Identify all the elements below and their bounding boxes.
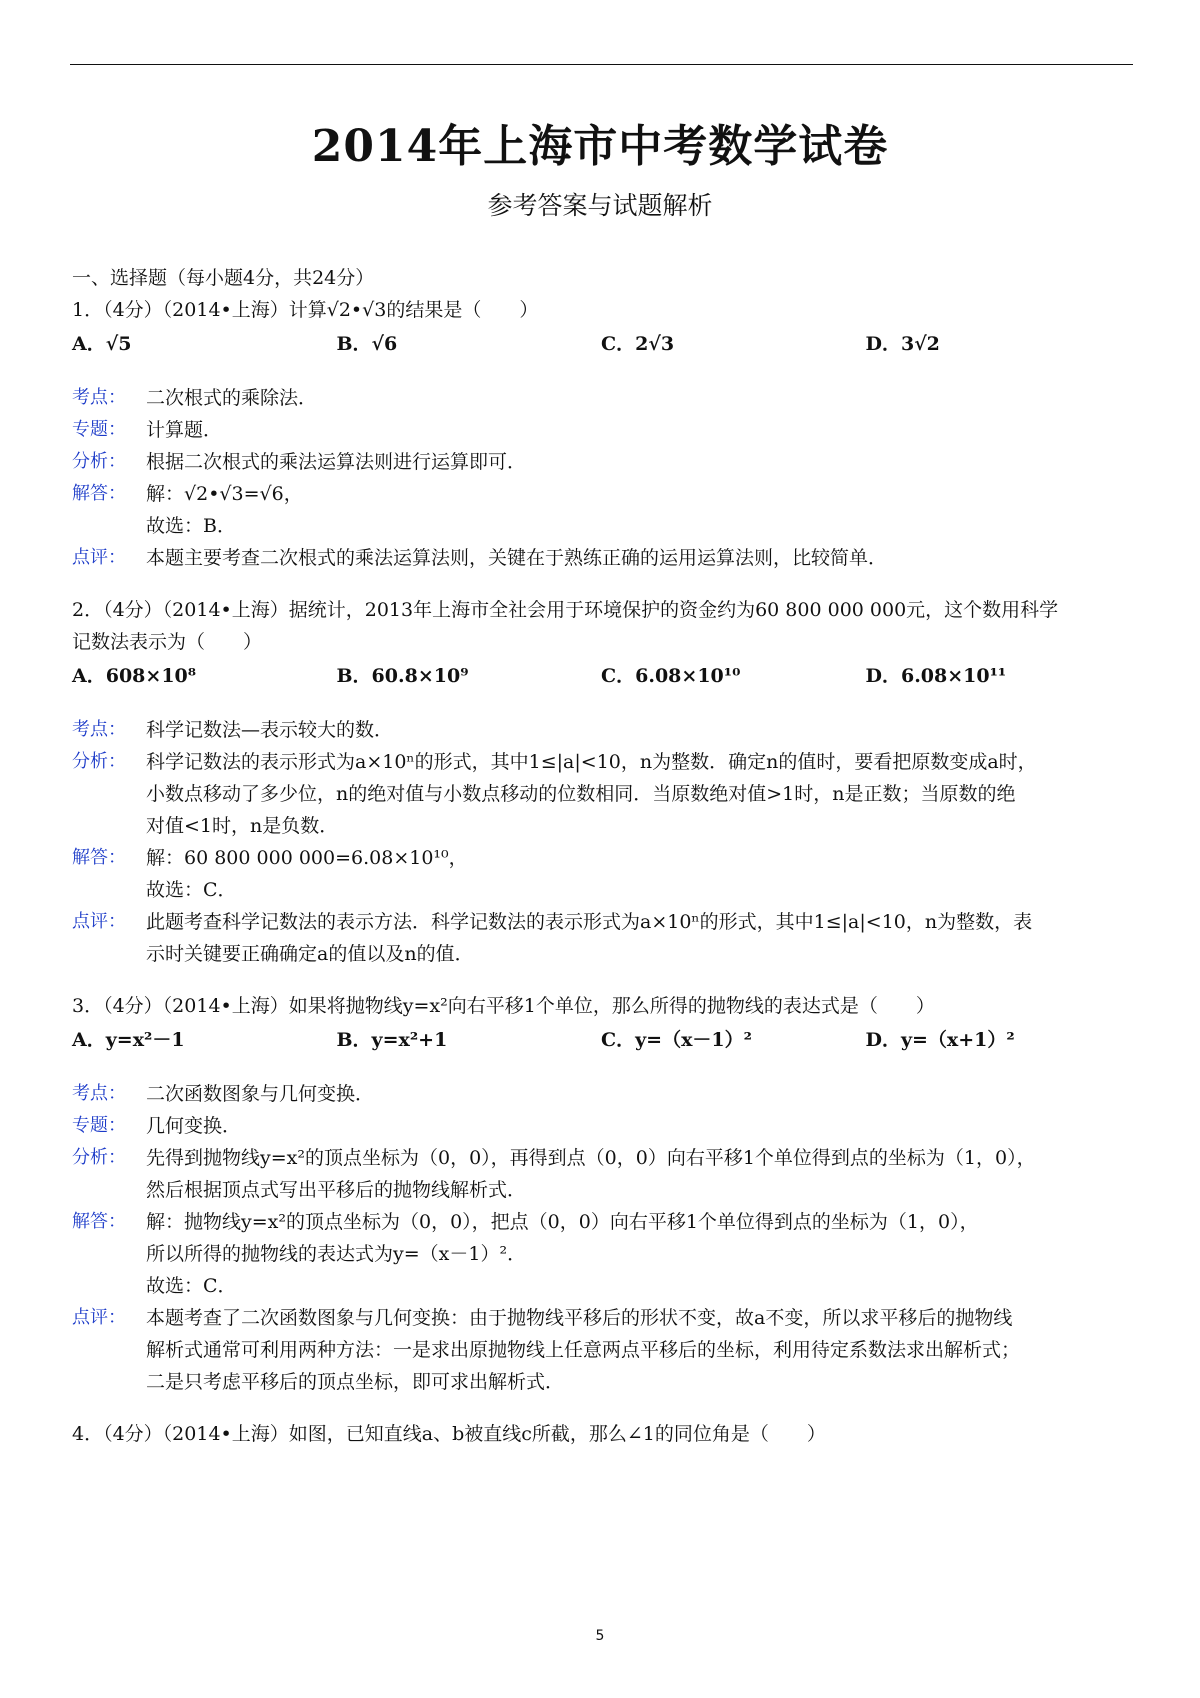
fenxi-label: 分析： <box>72 451 126 472</box>
option-a: A．608×10⁸ <box>72 665 197 687</box>
fenxi-text <box>146 1142 1130 1206</box>
question-3-options <box>72 1022 1130 1058</box>
jieda-line: 故选：C． <box>146 1275 237 1297</box>
dianping-line: 本题考查了二次函数图象与几何变换：由于抛物线平移后的形状不变，故a不变，所以求平移后的抛物线 <box>146 1307 1013 1329</box>
kaodian-label: 考点： <box>72 719 126 740</box>
q3-jieda <box>72 1206 1130 1302</box>
option-a: A．y=x²－1 <box>72 1029 185 1051</box>
dianping-text <box>146 1302 1130 1398</box>
fenxi-line: 小数点移动了多少位，n的绝对值与小数点移动的位数相同．当原数绝对值>1时，n是正数；当原数的绝 <box>146 783 1016 805</box>
jieda-line: 解：60 800 000 000=6.08×10¹⁰， <box>146 847 468 869</box>
jieda-text <box>146 478 1130 542</box>
fenxi-line: 先得到抛物线y=x²的顶点坐标为（0，0），再得到点（0，0）向右平移1个单位得到点的坐标为（1，0）， <box>146 1147 1036 1169</box>
dianping-label: 点评： <box>72 1307 126 1328</box>
q3-dianping <box>72 1302 1130 1398</box>
question-4-stem: 4．（4分）（2014•上海）如图，已知直线a、b被直线c所截，那么∠1的同位角是（ ） <box>72 1423 826 1445</box>
dianping-text: 本题主要考查二次根式的乘法运算法则，关键在于熟练正确的运用运算法则，比较简单． <box>146 547 888 569</box>
fenxi-text: 根据二次根式的乘法运算法则进行运算即可． <box>146 451 527 473</box>
question-2-stem-line: 2．（4分）（2014•上海）据统计，2013年上海市全社会用于环境保护的资金约为60 800 000 000元，这个数用科学 <box>72 599 1059 621</box>
page-number: 5 <box>595 1628 605 1644</box>
question-3-stem: 3．（4分）（2014•上海）如果将抛物线y=x²向右平移1个单位，那么所得的抛物线的表达式是（ ） <box>72 995 935 1017</box>
q1-kaodian <box>72 382 1130 414</box>
q2-jieda <box>72 842 1130 906</box>
zhuanti-label: 专题： <box>72 419 126 440</box>
section-heading: 一、选择题（每小题4分，共24分） <box>72 267 375 289</box>
option-b: B．y=x²+1 <box>336 1029 448 1051</box>
kaodian-text: 科学记数法—表示较大的数． <box>146 719 394 741</box>
q2-dianping <box>72 906 1130 970</box>
fenxi-line: 然后根据顶点式写出平移后的抛物线解析式． <box>146 1179 527 1201</box>
header-rule <box>70 64 1133 65</box>
fenxi-line: 科学记数法的表示形式为a×10ⁿ的形式，其中1≤|a|<10，n为整数．确定n的值时，要看把原数变成a时， <box>146 751 1037 773</box>
fenxi-label: 分析： <box>72 1147 126 1168</box>
fenxi-text <box>146 746 1130 842</box>
option-b: B．√6 <box>336 333 398 355</box>
option-a: A．√5 <box>72 333 132 355</box>
kaodian-label: 考点： <box>72 387 126 408</box>
document-subtitle: 参考答案与试题解析 <box>487 191 713 220</box>
dianping-line: 此题考查科学记数法的表示方法．科学记数法的表示形式为a×10ⁿ的形式，其中1≤|a|<10，n为整数，表 <box>146 911 1033 933</box>
option-d: D．y=（x+1）² <box>865 1029 1015 1051</box>
document-content <box>72 262 1130 1450</box>
fenxi-line: 对值<1时，n是负数． <box>146 815 339 837</box>
question-2-options <box>72 658 1130 694</box>
jieda-text <box>146 1206 1130 1302</box>
kaodian-text: 二次根式的乘除法． <box>146 387 318 409</box>
option-c: C．y=（x－1）² <box>601 1029 752 1051</box>
option-d: D．3√2 <box>865 333 940 355</box>
dianping-line: 解析式通常可利用两种方法：一是求出原抛物线上任意两点平移后的坐标，利用待定系数法求出解析式； <box>146 1339 1021 1361</box>
jieda-label: 解答： <box>72 483 126 504</box>
q1-jieda <box>72 478 1130 542</box>
jieda-line: 所以所得的抛物线的表达式为y=（x－1）²． <box>146 1243 527 1265</box>
question-1-stem: 1．（4分）（2014•上海）计算√2•√3的结果是（ ） <box>72 299 539 321</box>
jieda-label: 解答： <box>72 1211 126 1232</box>
q2-kaodian <box>72 714 1130 746</box>
q3-fenxi <box>72 1142 1130 1206</box>
q1-zhuanti <box>72 414 1130 446</box>
dianping-text <box>146 906 1130 970</box>
jieda-text <box>146 842 1130 906</box>
kaodian-text: 二次函数图象与几何变换． <box>146 1083 375 1105</box>
dianping-label: 点评： <box>72 911 126 932</box>
q3-zhuanti <box>72 1110 1130 1142</box>
jieda-line: 解：√2•√3=√6， <box>146 483 303 505</box>
document-title: 2014年上海市中考数学试卷 <box>311 121 889 172</box>
option-d: D．6.08×10¹¹ <box>865 665 1007 687</box>
jieda-line: 解：抛物线y=x²的顶点坐标为（0，0），把点（0，0）向右平移1个单位得到点的坐标为（1，0）， <box>146 1211 979 1233</box>
q2-fenxi <box>72 746 1130 842</box>
kaodian-label: 考点： <box>72 1083 126 1104</box>
q1-dianping <box>72 542 1130 574</box>
dianping-label: 点评： <box>72 547 126 568</box>
zhuanti-text: 几何变换． <box>146 1115 242 1137</box>
q1-fenxi <box>72 446 1130 478</box>
question-1-options <box>72 326 1130 362</box>
jieda-line: 故选：B． <box>146 515 236 537</box>
dianping-line: 二是只考虑平移后的顶点坐标，即可求出解析式． <box>146 1371 565 1393</box>
jieda-label: 解答： <box>72 847 126 868</box>
option-c: C．2√3 <box>601 333 675 355</box>
fenxi-label: 分析： <box>72 751 126 772</box>
option-c: C．6.08×10¹⁰ <box>601 665 741 687</box>
dianping-line: 示时关键要正确确定a的值以及n的值． <box>146 943 474 965</box>
question-2-stem-line: 记数法表示为（ ） <box>72 631 263 653</box>
q3-kaodian <box>72 1078 1130 1110</box>
zhuanti-text: 计算题． <box>146 419 223 441</box>
jieda-line: 故选：C． <box>146 879 237 901</box>
zhuanti-label: 专题： <box>72 1115 126 1136</box>
option-b: B．60.8×10⁹ <box>336 665 469 687</box>
